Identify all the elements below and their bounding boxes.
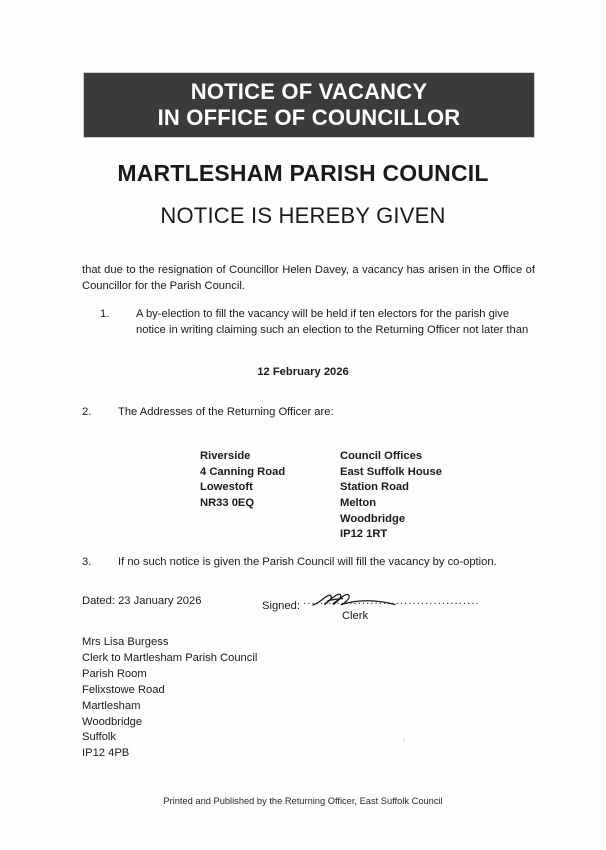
clerk-address-line: Felixstowe Road [82, 683, 165, 696]
notice-is-hereby-given-heading: NOTICE IS HEREBY GIVEN [160, 203, 446, 228]
address-line: 4 Canning Road [200, 465, 286, 478]
address-line: Council Offices [340, 450, 423, 462]
clause-1 [100, 306, 535, 338]
dated-label: Dated: [82, 595, 115, 607]
address-line: Melton [340, 497, 377, 510]
clause-2 [82, 404, 535, 420]
clause-3 [82, 554, 535, 570]
dated-line [82, 595, 201, 607]
banner-line-2: IN OFFICE OF COUNCILLOR [157, 104, 461, 130]
signature-area [303, 595, 489, 609]
clause-1-text: A by-election to fill the vacancy will be held if ten electors for the parish give notice in writing claiming such an election to the Returning Officer not later than [136, 308, 529, 337]
notice-banner [83, 72, 535, 138]
clerk-address-line: IP12 4PB [82, 747, 130, 760]
address-line: IP12 1RT [340, 528, 388, 541]
council-name-heading: MARTLESHAM PARISH COUNCIL [117, 160, 489, 186]
clerk-address-line: Suffolk [82, 731, 116, 744]
signed-label: Signed: [262, 600, 300, 612]
clerk-address-line: Parish Room [82, 667, 147, 680]
clerk-caption: Clerk [341, 610, 369, 622]
address-column-left [200, 449, 285, 512]
clause-1-number: 1. [100, 308, 110, 320]
address-line: Station Road [340, 481, 409, 494]
address-line: Woodbridge [340, 512, 406, 525]
address-line: East Suffolk House [340, 465, 442, 478]
clause-3-number: 3. [82, 556, 92, 568]
clause-3-text: If no such notice is given the Parish Council will fill the vacancy by co-option. [118, 556, 497, 568]
clerk-address-line: Martlesham [82, 699, 141, 712]
dated-value: 23 January 2026 [118, 595, 202, 607]
address-line: Riverside [200, 450, 251, 462]
intro-paragraph: that due to the resignation of Councillor Helen Davey, a vacancy has arisen in the Office of Councillor for the Parish Council. [82, 264, 535, 293]
address-column-right [340, 449, 442, 543]
handwritten-signature-icon [311, 592, 407, 610]
scan-speck [403, 738, 405, 741]
address-line: NR33 0EQ [200, 497, 255, 510]
clause-2-text: The Addresses of the Returning Officer are: [118, 406, 334, 418]
address-line: Lowestoft [200, 481, 253, 494]
clerk-address-line: Clerk to Martlesham Parish Council [82, 651, 258, 664]
banner-line-1: NOTICE OF VACANCY [190, 78, 428, 104]
document-footer: Printed and Published by the Returning Officer, East Suffolk Council [163, 796, 443, 806]
signature-dotted-line: .......................................... [303, 595, 480, 607]
deadline-date: 12 February 2026 [257, 366, 349, 378]
clerk-address-line: Woodbridge [82, 715, 143, 728]
clerk-address-block [82, 635, 257, 762]
clause-2-number: 2. [82, 406, 92, 418]
clerk-address-line: Mrs Lisa Burgess [82, 636, 169, 648]
